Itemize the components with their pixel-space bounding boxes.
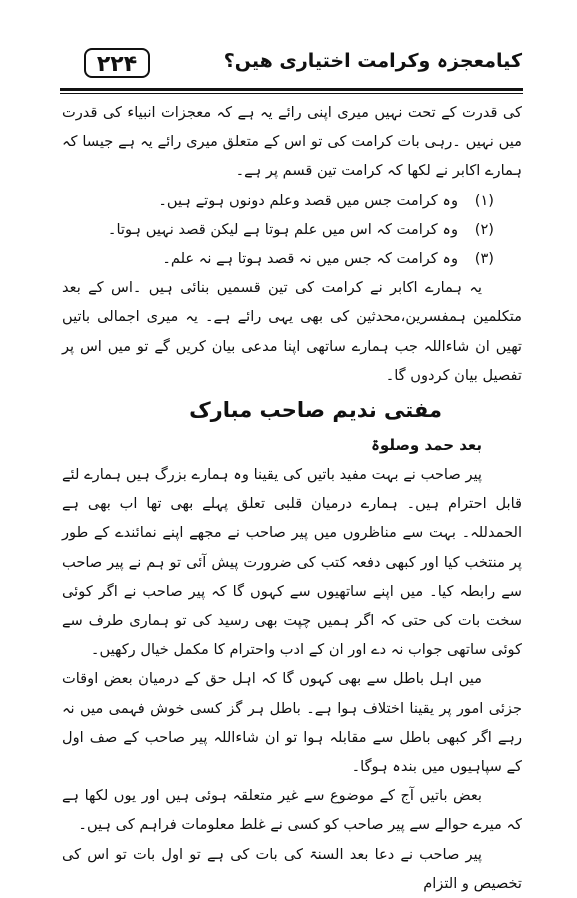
header-rule-thick	[60, 88, 523, 91]
section-title: مفتی ندیم صاحب مبارک	[189, 398, 442, 423]
page-number: ۲۲۴	[84, 48, 150, 78]
paragraph-6: پیر صاحب نے دعا بعد السنۃ کی بات کی ہے تو اول بات تو اس کی تخصیص و التزام	[62, 845, 522, 892]
paragraph-2: یہ ہمارے اکابر نے کرامت کی تین قسمیں بنائی ہیں ۔اس کے بعد متکلمین ہمفسرین،محدثین کی بھی یہی رائے ہے۔ یہ میری اجمالی باتیں تھیں ان شاءاللہ جب ہمارے ساتھی اپنا مدعی بیان کریں گے تو میں اس پر تفصیل بیان کردوں گا۔	[62, 279, 522, 384]
list-text: وہ کرامت جس میں قصد وعلم دونوں ہوتے ہیں۔	[158, 191, 458, 209]
paragraph-4: میں اہل باطل سے بھی کہوں گا کہ اہل حق کے درمیان بعض اوقات جزئی امور پر یقینا اختلاف ہوا ہے۔ باطل ہر گز کسی خوش فہمی میں نہ رہے اگر کبھی باطل سے مقابلہ ہوا تو ان شاءاللہ پیر صاحب کے صف اول کے سپاہیوں میں بندہ ہوگا۔	[62, 670, 522, 776]
running-title: کیامعجزہ وکرامت اختیاری ھیں؟	[223, 50, 522, 72]
list-text: وہ کرامت کہ اس میں علم ہوتا ہے لیکن قصد نہیں ہوتا۔	[107, 220, 458, 238]
page-header	[62, 44, 522, 88]
list-number: (۱)	[474, 191, 494, 209]
section-subhead: بعد حمد وصلوۃ	[371, 436, 482, 455]
list-text: وہ کرامت کہ جس میں نہ قصد ہوتا ہے نہ علم۔	[162, 250, 458, 268]
list-item	[62, 186, 522, 215]
list-item	[62, 215, 522, 244]
page-body	[62, 98, 522, 898]
paragraph-1: کی قدرت کے تحت نہیں میری اپنی رائے یہ ہے کہ معجزات انبیاء کی قدرت میں نہیں ۔رہی بات کرامت کی تو اس کے متعلق میری رائے یہ ہے جیسا کہ ہمارے اکابر نے لکھا کہ کرامت تین قسم پر ہے۔	[62, 104, 522, 180]
list-number: (۲)	[474, 220, 494, 238]
karamat-types-list	[62, 186, 522, 274]
header-rule-thin	[60, 93, 523, 94]
list-item	[62, 244, 522, 273]
list-number: (۳)	[474, 250, 494, 268]
paragraph-3: پیر صاحب نے بہت مفید باتیں کی یقینا وہ ہمارے بزرگ ہیں ہمارے لئے قابل احترام ہیں۔ ہمارے درمیان قلبی تعلق پہلے بھی تھا اب بھی ہے الحمدللہ۔ بہت سے مناظروں میں پیر صاحب نے مجھے اپنے نمائندے کے طور پر منتخب کیا اور کبھی دفعہ کتب کی ضرورت پیش آئی تو ہم نے پیر صاحب سے رابطہ کیا۔ میں اپنے ساتھیوں سے کہوں گا کہ پیر صاحب نے اگر کوئی سخت بات کی حتی کہ اگر ہمیں چپت بھی رسید کی تو ہماری طرف سے کوئی ساتھی جواب نہ دے اور ان کے ادب واحترام کا مکمل خیال رکھیں۔	[62, 466, 522, 659]
paragraph-5: بعض باتیں آج کے موضوع سے غیر متعلقہ ہوئی ہیں اور یوں لکھا ہے کہ میرے حوالے سے پیر صاحب کو کسی نے غلط معلومات فراہم کی ہیں۔	[62, 787, 522, 834]
